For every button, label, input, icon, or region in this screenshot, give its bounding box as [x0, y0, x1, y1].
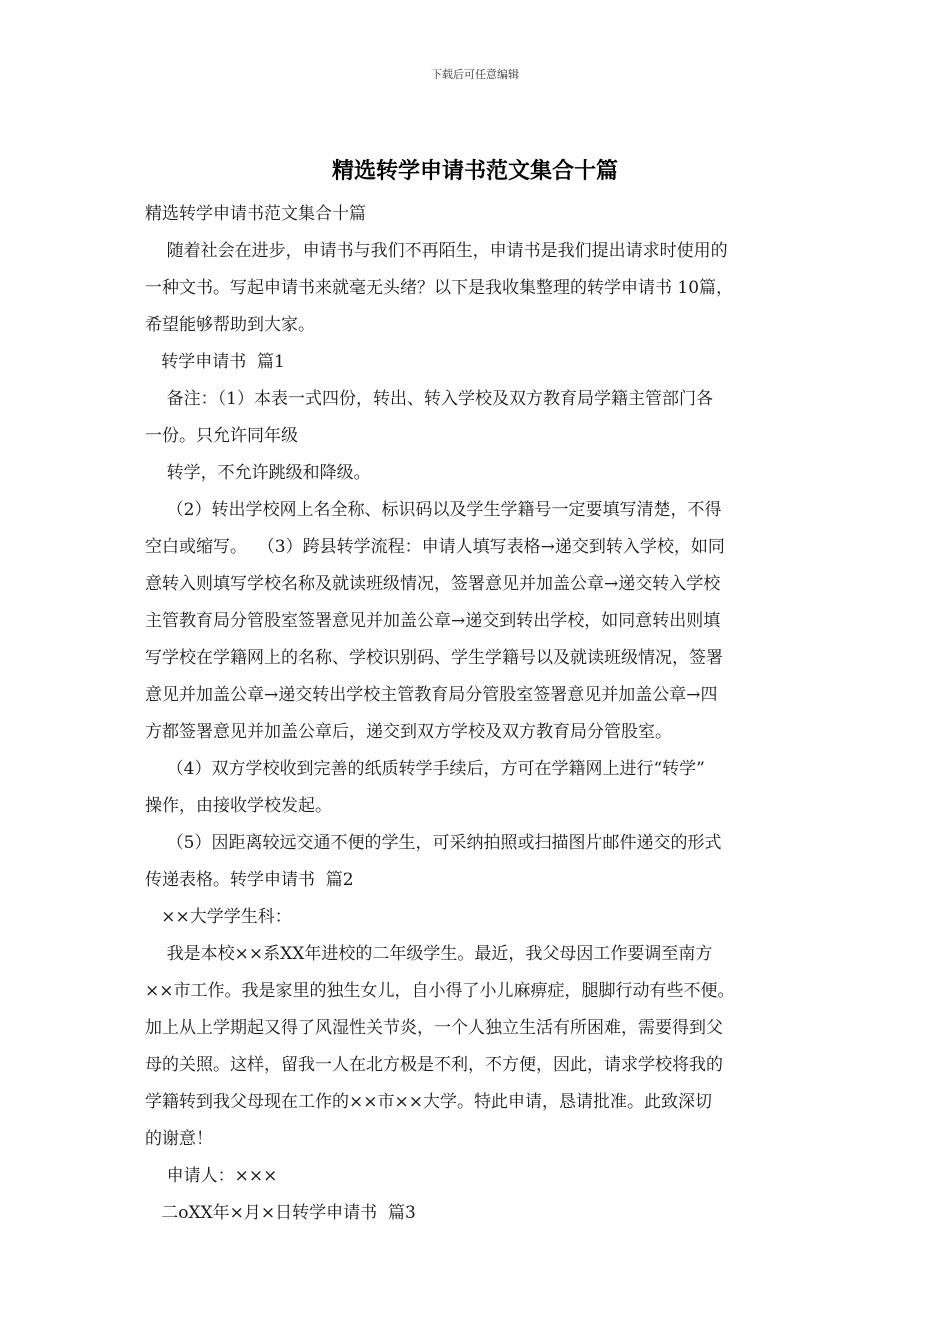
text-line: 传递表格。转学申请书 篇2 — [145, 870, 354, 890]
text-line: 转学，不允许跳级和降级。 — [145, 463, 371, 483]
text-line: 我是本校××系XX年进校的二年级学生。最近，我父母因工作要调至南方 — [145, 944, 713, 964]
text-line: 一种文书。写起申请书来就毫无头绪？以下是我收集整理的转学申请书 10篇， — [145, 278, 734, 298]
text-line: 空白或缩写。 （3）跨县转学流程：申请人填写表格→递交到转入学校，如同 — [145, 537, 725, 557]
document-title: 精选转学申请书范文集合十篇 — [331, 158, 618, 184]
text-line: 备注：（1）本表一式四份，转出、转入学校及双方教育局学籍主管部门各 — [145, 389, 713, 409]
text-line: 的谢意！ — [145, 1129, 213, 1149]
text-line: （5）因距离较远交通不便的学生，可采纳拍照或扫描图片邮件递交的形式 — [145, 833, 722, 853]
text-line: 申请人：××× — [145, 1166, 278, 1186]
text-line: 意转入则填写学校名称及就读班级情况，签署意见并加盖公章→递交转入学校 — [145, 574, 721, 594]
text-line: 二oXX年×月×日转学申请书 篇3 — [145, 1203, 416, 1223]
text-line: 精选转学申请书范文集合十篇 — [145, 204, 366, 224]
text-line: 意见并加盖公章→递交转出学校主管教育局分管股室签署意见并加盖公章→四 — [145, 685, 718, 705]
text-line: 学籍转到我父母现在工作的××市××大学。特此申请，恳请批准。此致深切 — [145, 1092, 712, 1112]
text-line: 方都签署意见并加盖公章后，递交到双方学校及双方教育局分管股室。 — [145, 722, 672, 742]
text-line: （2）转出学校网上名全称、标识码以及学生学籍号一定要填写清楚，不得 — [145, 500, 722, 520]
text-line: 写学校在学籍网上的名称、学校识别码、学生学籍号以及就读班级情况，签署 — [145, 648, 723, 668]
text-line: ××市工作。我是家里的独生女儿，自小得了小儿麻痹症，腿脚行动有些不便。 — [145, 981, 735, 1001]
text-line: 操作，由接收学校发起。 — [145, 796, 332, 816]
text-line: ××大学学生科： — [145, 907, 292, 927]
text-line: 加上从上学期起又得了风湿性关节炎，一个人独立生活有所困难，需要得到父 — [145, 1018, 723, 1038]
text-line: （4）双方学校收到完善的纸质转学手续后，方可在学籍网上进行“转学” — [145, 759, 705, 779]
text-line: 一份。只允许同年级 — [145, 426, 298, 446]
text-line: 母的关照。这样，留我一人在北方极是不利，不方便，因此，请求学校将我的 — [145, 1055, 723, 1075]
text-line: 希望能够帮助到大家。 — [145, 315, 315, 335]
text-line: 转学申请书 篇1 — [145, 352, 285, 372]
text-line: 主管教育局分管股室签署意见并加盖公章→递交到转出学校，如同意转出则填 — [145, 611, 721, 631]
document-body — [145, 196, 810, 1232]
page-header: 下载后可任意编辑 — [431, 68, 519, 81]
text-line: 随着社会在进步，申请书与我们不再陌生，申请书是我们提出请求时使用的 — [145, 241, 728, 261]
